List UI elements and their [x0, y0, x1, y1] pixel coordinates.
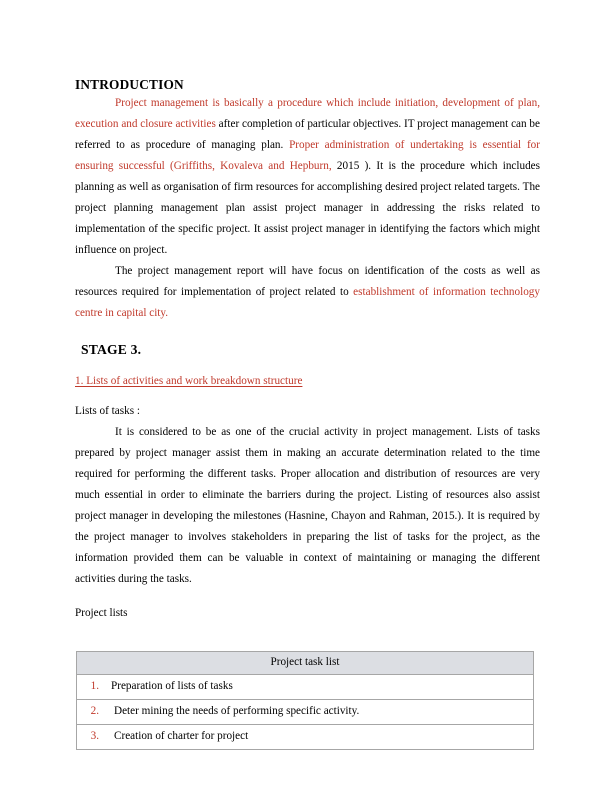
table-cell-task-1 [77, 674, 534, 699]
task-text-1: Preparation of lists of tasks [111, 680, 233, 693]
table-row [77, 724, 534, 749]
table-row [77, 699, 534, 724]
project-task-list-table [76, 651, 534, 750]
subheading-lists-of-activities: 1. Lists of activities and work breakdown structure [75, 374, 303, 387]
paragraph-crucial-activity: It is considered to be as one of the crucial activity in project management. Lists of tasks prepared by project manager assist them in making an accurate determination related to the time required for performing the different tasks. Proper allocation and distribution of resources are very much essential in order to eliminate the barriers during the project. Listing of resources also assist project manager in developing the milestones (Hasnine, Chayon and Rahman, 2015.). It is required by the project manager to involves stakeholders in preparing the list of tasks for the project, as the information provided them can be valuable in context of maintaining or managing the different activities during the tasks. [75, 425, 540, 585]
intro-red-segment-1: Project management is basically a procedure which include initiation, development of plan, execution and closure activities [75, 96, 540, 130]
table-cell-task-2 [77, 699, 534, 724]
table-cell-task-3 [77, 724, 534, 749]
page-title-introduction: INTRODUCTION [75, 77, 184, 92]
table-header-project-task-list: Project task list [77, 651, 534, 674]
intro-black-segment-2: 2015 ). It is the procedure which includes planning as well as organisation of firm resources for accomplishing desired project related targets. The project planning management plan assist project manager in addressing the risks related to implementation of the specific project. It assist project manager in identifying the factors which might influence on project. [75, 159, 540, 256]
report-black-segment: The project management report will have focus on identification of the costs as well as resources required for implementation of project related to [75, 264, 540, 298]
task-number-3: 3. [90, 730, 99, 743]
table-row [77, 674, 534, 699]
label-project-lists: Project lists [75, 606, 128, 619]
task-text-2: Deter mining the needs of performing specific activity. [114, 705, 360, 718]
section-heading-stage-3: STAGE 3. [81, 342, 142, 358]
paragraph-introduction [75, 93, 540, 261]
table-header-row [77, 651, 534, 674]
task-number-2: 2. [90, 705, 99, 718]
intro-red-segment-2: Proper administration of undertaking is essential for ensuring successful (Griffiths, Kovaleva and Hepburn, [75, 138, 540, 172]
paragraph-report-focus [75, 261, 540, 324]
label-lists-of-tasks: Lists of tasks : [75, 404, 140, 417]
task-text-3: Creation of charter for project [114, 730, 249, 743]
report-red-segment: establishment of information technology centre in capital city. [75, 285, 540, 319]
intro-black-segment-1: after completion of particular objectives. IT project management can be referred to as procedure of managing plan. [75, 117, 540, 151]
task-number-1: 1. [90, 680, 99, 693]
